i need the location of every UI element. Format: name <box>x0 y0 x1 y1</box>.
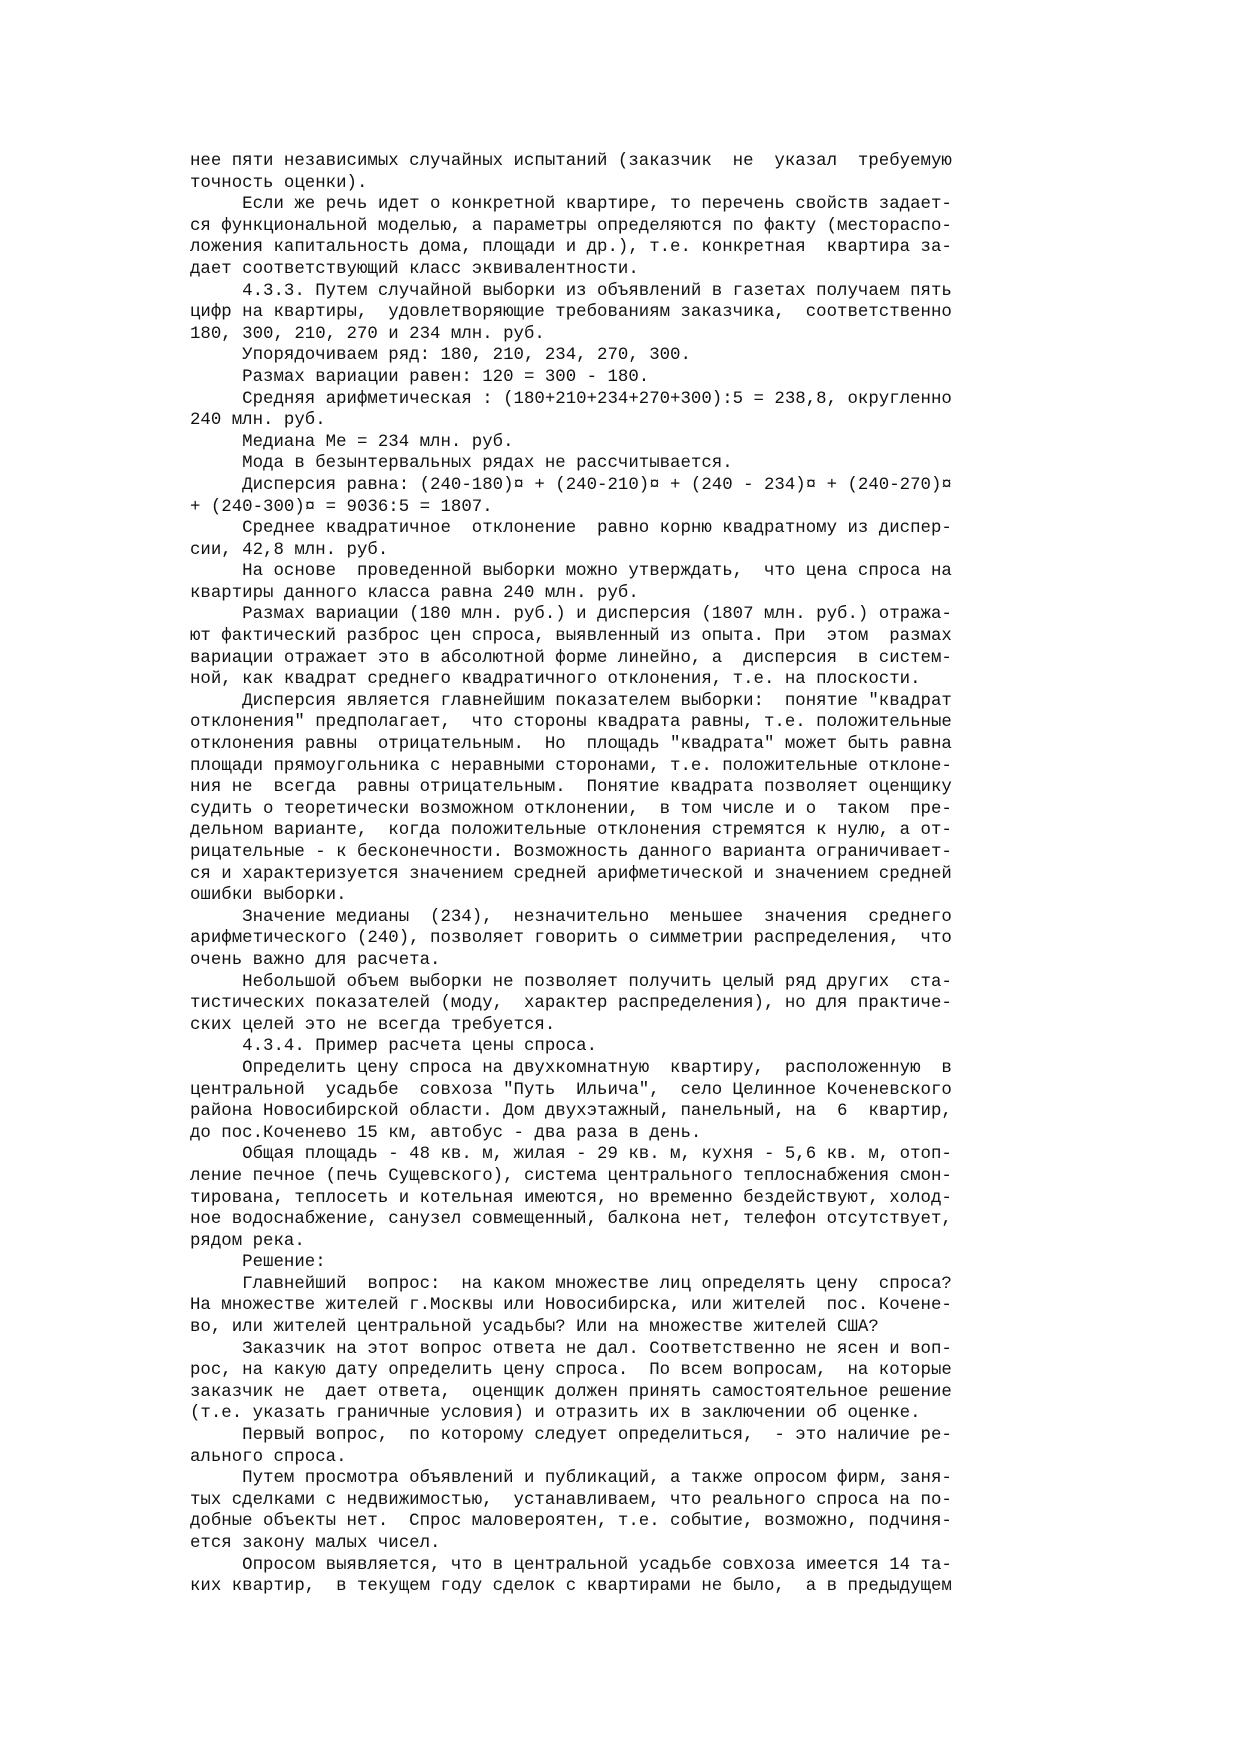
text-line: ют фактический разброс цен спроса, выявленный из опыта. При этом размах <box>190 627 952 647</box>
text-line: цифр на квартиры, удовлетворяющие требованиям заказчика, соответственно <box>190 303 952 323</box>
text-line: квартиры данного класса равна 240 млн. руб. <box>190 583 639 603</box>
text-line: Общая площадь - 48 кв. м, жилая - 29 кв. м, кухня - 5,6 кв. м, отоп- <box>190 1145 952 1165</box>
text-line: площади прямоугольника с неравными сторонами, т.е. положительные отклоне- <box>190 756 952 776</box>
text-line: ального спроса. <box>190 1447 347 1467</box>
text-line: Упорядочиваем ряд: 180, 210, 234, 270, 300. <box>190 346 691 366</box>
text-line: заказчик не дает ответа, оценщик должен принять самостоятельное решение <box>190 1382 952 1402</box>
text-line: ошибки выборки. <box>190 886 347 906</box>
text-line: Небольшой объем выборки не позволяет получить целый ряд других ста- <box>190 972 952 992</box>
text-line: Определить цену спроса на двухкомнатную квартиру, расположенную в <box>190 1058 952 1078</box>
text-line: + (240-300)¤ = 9036:5 = 1807. <box>190 497 493 517</box>
text-line: 4.3.4. Пример расчета цены спроса. <box>190 1037 598 1057</box>
text-line: арифметического (240), позволяет говорить о симметрии распределения, что <box>190 929 952 949</box>
text-line: тых сделками с недвижимостью, устанавливаем, что реального спроса на по- <box>190 1490 952 1510</box>
text-line: Мода в безынтервальных рядах не рассчитывается. <box>190 454 733 474</box>
text-line: ложения капитальность дома, площади и др.), т.е. конкретная квартира за- <box>190 238 952 258</box>
text-line: Значение медианы (234), незначительно меньшее значения среднего <box>190 907 952 927</box>
text-line: Путем просмотра объявлений и публикаций, а также опросом фирм, заня- <box>190 1469 952 1489</box>
text-line: рядом река. <box>190 1231 305 1251</box>
text-line: судить о теоретически возможном отклонении, в том числе и о таком пре- <box>190 799 952 819</box>
text-line: ление печное (печь Сущевского), система центрального теплоснабжения смон- <box>190 1166 952 1186</box>
text-line: центральной усадьбе совхоза "Путь Ильича", село Целинное Коченевского <box>190 1080 952 1100</box>
text-line: Размах вариации (180 млн. руб.) и дисперсия (1807 млн. руб.) отража- <box>190 605 952 625</box>
text-line: рос, на какую дату определить цену спроса. По всем вопросам, на которые <box>190 1361 952 1381</box>
text-line: ся функциональной моделью, а параметры определяются по факту (местораспо- <box>190 216 952 236</box>
text-line: ния не всегда равны отрицательным. Понятие квадрата позволяет оценщику <box>190 778 952 798</box>
text-line: На множестве жителей г.Москвы или Новосибирска, или жителей пос. Кочене- <box>190 1296 952 1316</box>
text-line: Если же речь идет о конкретной квартире, то перечень свойств задает- <box>190 195 952 215</box>
text-line: сии, 42,8 млн. руб. <box>190 540 389 560</box>
text-line: Решение: <box>190 1253 326 1273</box>
text-line: во, или жителей центральной усадьбы? Или на множестве жителей США? <box>190 1318 879 1338</box>
text-line: Среднее квадратичное отклонение равно корню квадратному из диспер- <box>190 519 952 539</box>
text-line: отклонения равны отрицательным. Но площадь "квадрата" может быть равна <box>190 735 952 755</box>
text-line: точность оценки). <box>190 173 368 193</box>
text-line: 4.3.3. Путем случайной выборки из объявлений в газетах получаем пять <box>190 281 952 301</box>
text-line: Первый вопрос, по которому следует определиться, - это наличие ре- <box>190 1426 952 1446</box>
text-line: рицательные - к бесконечности. Возможность данного варианта ограничивает- <box>190 843 952 862</box>
text-line: до пос.Коченево 15 км, автобус - два раза в день. <box>190 1123 702 1143</box>
text-line: тирована, теплосеть и котельная имеются, но временно бездействуют, холод- <box>190 1188 952 1208</box>
text-line: Заказчик на этот вопрос ответа не дал. Соответственно не ясен и воп- <box>190 1339 952 1359</box>
text-line: Дисперсия является главнейшим показателем выборки: понятие "квадрат <box>190 691 952 711</box>
text-line: Медиана Ме = 234 млн. руб. <box>190 432 514 452</box>
text-line: 180, 300, 210, 270 и 234 млн. руб. <box>190 324 545 344</box>
text-line: ких квартир, в текущем году сделок с квартирами не было, а в предыдущем <box>190 1577 952 1597</box>
text-line: Размах вариации равен: 120 = 300 - 180. <box>190 367 650 387</box>
text-line: очень важно для расчета. <box>190 950 441 970</box>
text-line: отклонения" предполагает, что стороны квадрата равны, т.е. положительные <box>190 713 952 733</box>
document-body-text <box>190 151 1040 1598</box>
text-line: ских целей это не всегда требуется. <box>190 1015 556 1035</box>
text-line: Главнейший вопрос: на каком множестве лиц определять цену спроса? <box>190 1274 952 1294</box>
text-line: тистических показателей (моду, характер распределения), но для практиче- <box>190 994 952 1014</box>
text-line: ся и характеризуется значением средней арифметической и значением средней <box>190 864 952 884</box>
text-line: вариации отражает это в абсолютной форме линейно, а дисперсия в систем- <box>190 648 952 668</box>
text-line: На основе проведенной выборки можно утверждать, что цена спроса на <box>190 562 952 582</box>
text-line: ной, как квадрат среднего квадратичного отклонения, т.е. на плоскости. <box>190 670 921 690</box>
text-line: района Новосибирской области. Дом двухэтажный, панельный, на 6 квартир, <box>190 1102 952 1122</box>
text-line: (т.е. указать граничные условия) и отразить их в заключении об оценке. <box>190 1404 921 1424</box>
text-line: нее пяти независимых случайных испытаний (заказчик не указал требуемую <box>190 152 952 171</box>
text-line: дельном варианте, когда положительные отклонения стремятся к нулю, а от- <box>190 821 952 841</box>
text-line: Средняя арифметическая : (180+210+234+270+300):5 = 238,8, округленно <box>190 389 952 409</box>
text-line: дает соответствующий класс эквивалентности. <box>190 259 639 279</box>
text-line: Дисперсия равна: (240-180)¤ + (240-210)¤ + (240 - 234)¤ + (240-270)¤ <box>190 475 952 495</box>
text-line: ется закону малых чисел. <box>190 1534 441 1553</box>
text-line: добные объекты нет. Спрос маловероятен, т.е. событие, возможно, подчиня- <box>190 1512 952 1532</box>
text-line: Опросом выявляется, что в центральной усадьбе совхоза имеется 14 та- <box>190 1555 952 1575</box>
text-line: ное водоснабжение, санузел совмещенный, балкона нет, телефон отсутствует, <box>190 1210 952 1230</box>
text-line: 240 млн. руб. <box>190 411 326 431</box>
